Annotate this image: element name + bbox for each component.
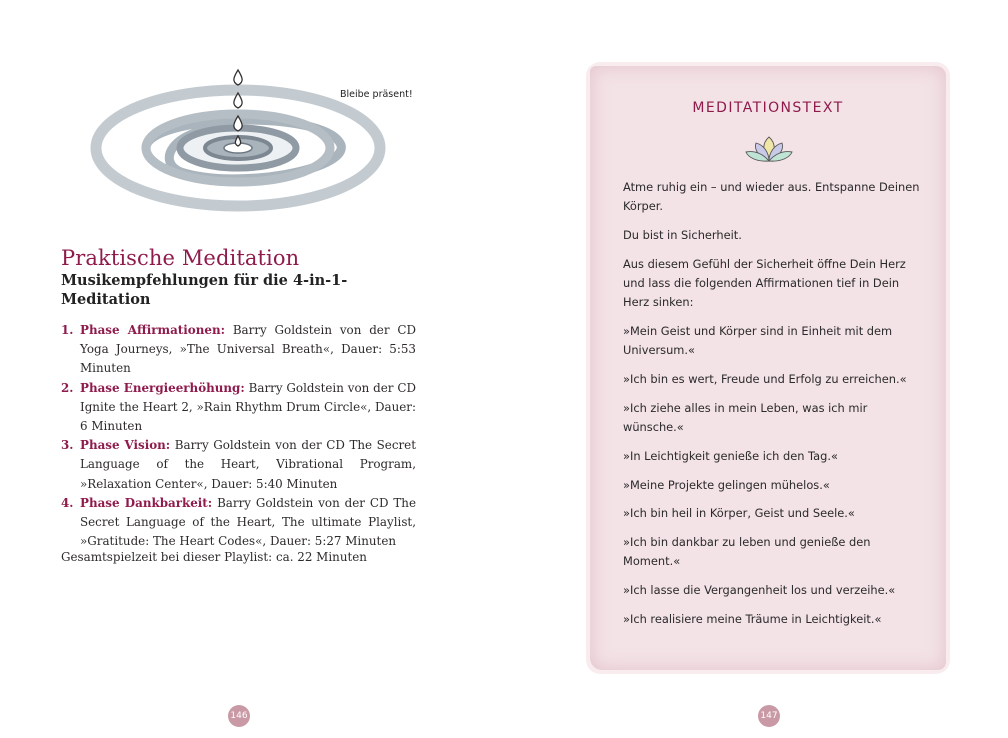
list-item xyxy=(61,436,416,494)
list-item xyxy=(61,494,416,552)
affirmation: »Ich bin heil in Körper, Geist und Seele.« xyxy=(623,506,855,521)
water-ripple-illustration xyxy=(86,60,416,220)
affirmation: »Meine Projekte gelingen mühelos.« xyxy=(623,477,830,492)
phase-label: Phase Energieerhöhung: xyxy=(80,380,245,395)
page-subheading: Musikempfehlungen für die 4-in-1-Meditation xyxy=(61,272,348,308)
paragraph: Atme ruhig ein – und wieder aus. Entspanne Deinen Körper. xyxy=(623,180,920,214)
lotus-icon xyxy=(744,135,794,165)
item-number: 1. xyxy=(61,323,74,337)
affirmation: »Ich lasse die Vergangenheit los und verzeihe.« xyxy=(623,583,896,598)
illustration-caption: Bleibe präsent! xyxy=(340,89,413,100)
item-number: 2. xyxy=(61,380,74,395)
total-playtime: Gesamtspielzeit bei dieser Playlist: ca. 22 Minuten xyxy=(61,550,367,564)
affirmation: »Mein Geist und Körper sind in Einheit mit dem Universum.« xyxy=(623,324,893,358)
phase-label: Phase Affirmationen: xyxy=(80,323,225,337)
page-heading: Praktische Meditation xyxy=(61,246,300,270)
affirmation: »Ich bin es wert, Freude und Erfolg zu erreichen.« xyxy=(623,372,907,386)
item-text: Barry Goldstein von der CD Ignite the Heart 2, »Rain Rhythm Drum Circle«, Dauer: 6 Minuten xyxy=(80,380,416,434)
list-item xyxy=(61,379,416,437)
page-number-badge: 147 xyxy=(758,705,780,727)
item-text: Barry Goldstein von der CD The Secret Language of the Heart, Vibrational Program, »Relaxation Center«, Dauer: 5:40 Minuten xyxy=(80,438,416,491)
affirmation: »Ich bin dankbar zu leben und genieße den Moment.« xyxy=(623,535,871,569)
phase-label: Phase Vision: xyxy=(80,438,171,453)
paragraph: Du bist in Sicherheit. xyxy=(623,228,742,242)
playlist-list xyxy=(61,321,416,551)
item-text: Barry Goldstein von der CD The Secret Language of the Heart, The ultimate Playlist, »Gratitude: The Heart Codes«, Dauer: 5:27 Minuten xyxy=(80,495,416,549)
item-number: 3. xyxy=(61,438,74,453)
list-item xyxy=(61,321,416,379)
page-number-badge: 146 xyxy=(228,705,250,727)
paragraph: Aus diesem Gefühl der Sicherheit öffne Dein Herz und lass die folgenden Affirmationen tief in Dein Herz sinken: xyxy=(623,256,906,310)
affirmation: »Ich realisiere meine Träume in Leichtigkeit.« xyxy=(623,611,882,626)
item-number: 4. xyxy=(61,495,74,510)
meditation-title: MEDITATIONSTEXT xyxy=(692,100,844,116)
phase-label: Phase Dankbarkeit: xyxy=(80,495,213,510)
affirmation: »Ich ziehe alles in mein Leben, was ich mir wünsche.« xyxy=(623,400,868,434)
right-page xyxy=(504,0,1008,738)
affirmation: »In Leichtigkeit genieße ich den Tag.« xyxy=(623,448,838,463)
meditation-text xyxy=(623,178,923,639)
item-text: Barry Goldstein von der CD Yoga Journeys, »The Universal Breath«, Dauer: 5:53 Minuten xyxy=(80,323,416,376)
